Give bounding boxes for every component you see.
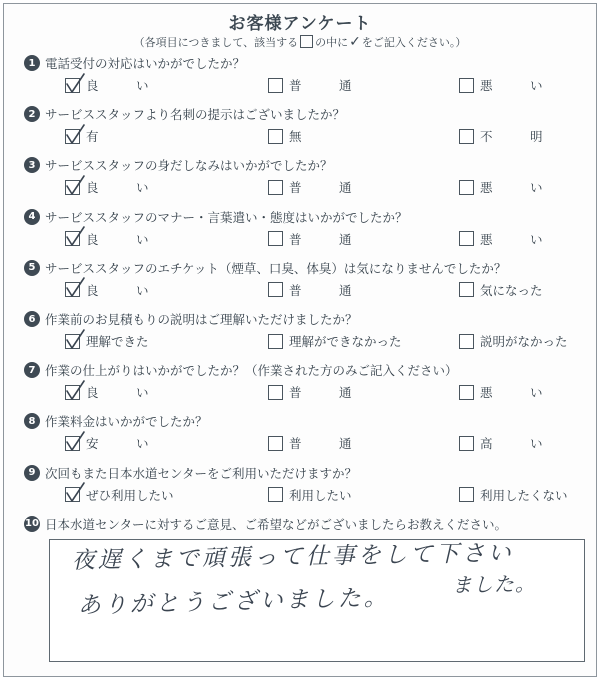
- question-text: サービススタッフのエチケット（煙草、口臭、体臭）は気になりませんでしたか？: [45, 260, 507, 276]
- answer-option[interactable]: [65, 434, 149, 452]
- answer-option[interactable]: [459, 178, 543, 196]
- answer-checkbox[interactable]: [459, 436, 474, 451]
- question-heading: [24, 105, 345, 123]
- answer-option[interactable]: [65, 178, 149, 196]
- survey-sheet: [3, 3, 597, 677]
- question-text: 次回もまた日本水道センターをご利用いただけますか？: [45, 465, 358, 481]
- checkmark-icon: [64, 329, 86, 351]
- checkmark-icon: [64, 175, 86, 197]
- answer-checkbox[interactable]: [268, 487, 283, 502]
- checkmark-icon: [64, 431, 86, 453]
- question-number-badge: 4: [24, 209, 40, 225]
- handwriting-line-2: ありがとうございました。: [77, 584, 391, 619]
- answer-label: ぜひ利用したい: [86, 487, 174, 503]
- answer-checkbox[interactable]: [65, 487, 80, 502]
- answer-checkbox[interactable]: [268, 129, 283, 144]
- answer-checkbox[interactable]: [65, 436, 80, 451]
- question-heading: [24, 54, 245, 72]
- answer-option[interactable]: [65, 281, 149, 299]
- question-5: [4, 259, 598, 311]
- answer-option[interactable]: [459, 332, 568, 350]
- answer-label: 気になった: [480, 282, 543, 298]
- question-7: [4, 361, 598, 413]
- question-heading: [24, 515, 507, 533]
- answer-label: 不 明: [480, 129, 543, 145]
- question-number-badge: 8: [24, 413, 40, 429]
- checkmark-icon: [64, 277, 86, 299]
- answer-option[interactable]: [459, 434, 543, 452]
- answer-checkbox[interactable]: [268, 436, 283, 451]
- question-number-badge: 10: [24, 516, 40, 532]
- question-number-badge: 2: [24, 106, 40, 122]
- checkmark-icon: [64, 380, 86, 402]
- answer-checkbox[interactable]: [459, 487, 474, 502]
- answer-option[interactable]: [65, 486, 174, 504]
- question-heading: [24, 361, 458, 379]
- answer-checkbox[interactable]: [65, 385, 80, 400]
- answer-label: 普 通: [289, 231, 352, 247]
- answer-label: 理解ができなかった: [289, 334, 402, 349]
- instruction-text-3: をご記入ください。）: [361, 36, 467, 49]
- answer-option[interactable]: [65, 332, 149, 350]
- answer-option[interactable]: [268, 76, 352, 94]
- answer-checkbox[interactable]: [459, 231, 474, 246]
- handwritten-comment: [50, 540, 586, 663]
- answer-checkbox[interactable]: [65, 231, 80, 246]
- answer-label: 悪 い: [480, 385, 543, 401]
- answer-checkbox[interactable]: [459, 282, 474, 297]
- answer-checkbox[interactable]: [65, 180, 80, 195]
- answer-option[interactable]: [459, 281, 543, 299]
- answer-option[interactable]: [459, 383, 543, 401]
- answer-option[interactable]: [268, 383, 352, 401]
- answer-label: 普 通: [289, 385, 352, 401]
- answer-option[interactable]: [65, 127, 99, 145]
- answer-label: 有: [86, 129, 99, 145]
- instruction-text-2: の中に: [315, 36, 349, 49]
- answer-checkbox[interactable]: [65, 334, 80, 349]
- answer-checkbox[interactable]: [459, 78, 474, 93]
- answer-option[interactable]: [65, 383, 149, 401]
- answer-label: 利用したい: [289, 487, 352, 503]
- question-text: 電話受付の対応はいかがでしたか？: [45, 56, 246, 71]
- question-number-badge: 5: [24, 260, 40, 276]
- answer-checkbox[interactable]: [65, 282, 80, 297]
- answer-option[interactable]: [268, 486, 352, 504]
- answer-label: 悪 い: [480, 231, 543, 247]
- answer-label: 良 い: [86, 78, 149, 93]
- answer-option[interactable]: [459, 486, 568, 504]
- page-title: お客様アンケート: [228, 14, 372, 34]
- question-number-badge: 9: [24, 465, 40, 481]
- checkmark-icon: [64, 226, 86, 248]
- question-text: 作業前のお見積もりの説明はご理解いただけましたか？: [45, 312, 358, 327]
- checkmark-icon: [64, 482, 86, 504]
- answer-label: 普 通: [289, 180, 352, 196]
- question-8: [4, 412, 598, 464]
- answer-label: 利用したくない: [480, 487, 568, 503]
- checkbox-sample-icon: [300, 35, 313, 48]
- answer-option[interactable]: [459, 127, 543, 145]
- question-heading: [24, 156, 333, 174]
- answer-option[interactable]: [268, 281, 352, 299]
- answer-checkbox[interactable]: [459, 334, 474, 349]
- answer-checkbox[interactable]: [268, 231, 283, 246]
- answer-label: 普 通: [289, 436, 352, 452]
- question-number-badge: 3: [24, 157, 40, 173]
- answer-option[interactable]: [268, 127, 302, 145]
- answer-checkbox[interactable]: [268, 385, 283, 400]
- question-number-badge: 6: [24, 311, 40, 327]
- answer-checkbox[interactable]: [65, 78, 80, 93]
- question-text: サービススタッフのマナー・言葉遣い・態度はいかがでしたか？: [45, 209, 408, 225]
- answer-checkbox[interactable]: [459, 180, 474, 195]
- question-text: 日本水道センターに対するご意見、ご希望などがございましたらお教えください。: [45, 516, 508, 532]
- checkmark-sample-icon: ✓: [349, 34, 361, 50]
- answer-label: 良 い: [86, 231, 149, 247]
- question-heading: [24, 464, 357, 482]
- answer-label: 良 い: [86, 282, 149, 298]
- answer-checkbox[interactable]: [65, 129, 80, 144]
- handwriting-line-1-tail: ました。: [451, 571, 537, 597]
- question-heading: [24, 259, 506, 277]
- question-text: 作業料金はいかがでしたか？: [45, 414, 208, 430]
- answer-label: 説明がなかった: [480, 334, 568, 349]
- answer-option[interactable]: [459, 230, 543, 248]
- instruction-text-1: （各項目につきまして、該当する: [133, 36, 299, 49]
- question-heading: [24, 412, 208, 430]
- checkmark-icon: [64, 124, 86, 146]
- question-text: サービススタッフより名刺の提示はございましたか？: [45, 107, 346, 123]
- answer-checkbox[interactable]: [459, 129, 474, 144]
- answer-checkbox[interactable]: [268, 334, 283, 349]
- answer-label: 理解できた: [86, 334, 149, 349]
- comment-box[interactable]: [49, 539, 585, 662]
- question-6: [4, 310, 598, 362]
- question-heading: [24, 208, 408, 226]
- answer-option[interactable]: [268, 332, 402, 350]
- question-3: [4, 156, 598, 208]
- answer-option[interactable]: [268, 434, 352, 452]
- answer-label: 普 通: [289, 78, 352, 93]
- question-1: [4, 54, 598, 106]
- checkmark-icon: [64, 73, 86, 95]
- answer-label: 良 い: [86, 180, 149, 196]
- answer-label: 高 い: [480, 436, 543, 452]
- answer-checkbox[interactable]: [268, 78, 283, 93]
- question-9: [4, 464, 598, 516]
- handwriting-line-1: 夜遅くまで頑張って仕事をして下さい: [71, 540, 515, 574]
- answer-option[interactable]: [65, 230, 149, 248]
- answer-checkbox[interactable]: [459, 385, 474, 400]
- question-text: 作業の仕上がりはいかがでしたか？（作業された方のみご記入ください）: [45, 363, 458, 379]
- answer-label: 悪 い: [480, 78, 543, 93]
- question-number-badge: 1: [24, 55, 40, 71]
- answer-checkbox[interactable]: [268, 282, 283, 297]
- answer-option[interactable]: [65, 76, 149, 94]
- answer-option[interactable]: [268, 230, 352, 248]
- question-2: [4, 105, 598, 157]
- answer-option[interactable]: [268, 178, 352, 196]
- answer-label: 悪 い: [480, 180, 543, 196]
- question-heading: [24, 310, 358, 328]
- answer-label: 普 通: [289, 282, 352, 298]
- answer-label: 無: [289, 129, 302, 145]
- answer-label: 良 い: [86, 385, 149, 401]
- answer-label: 安 い: [86, 436, 149, 452]
- question-4: [4, 208, 598, 260]
- answer-checkbox[interactable]: [268, 180, 283, 195]
- answer-option[interactable]: [459, 76, 543, 94]
- instruction-line: [4, 34, 596, 50]
- question-number-badge: 7: [24, 362, 40, 378]
- question-text: サービススタッフの身だしなみはいかがでしたか？: [45, 158, 333, 174]
